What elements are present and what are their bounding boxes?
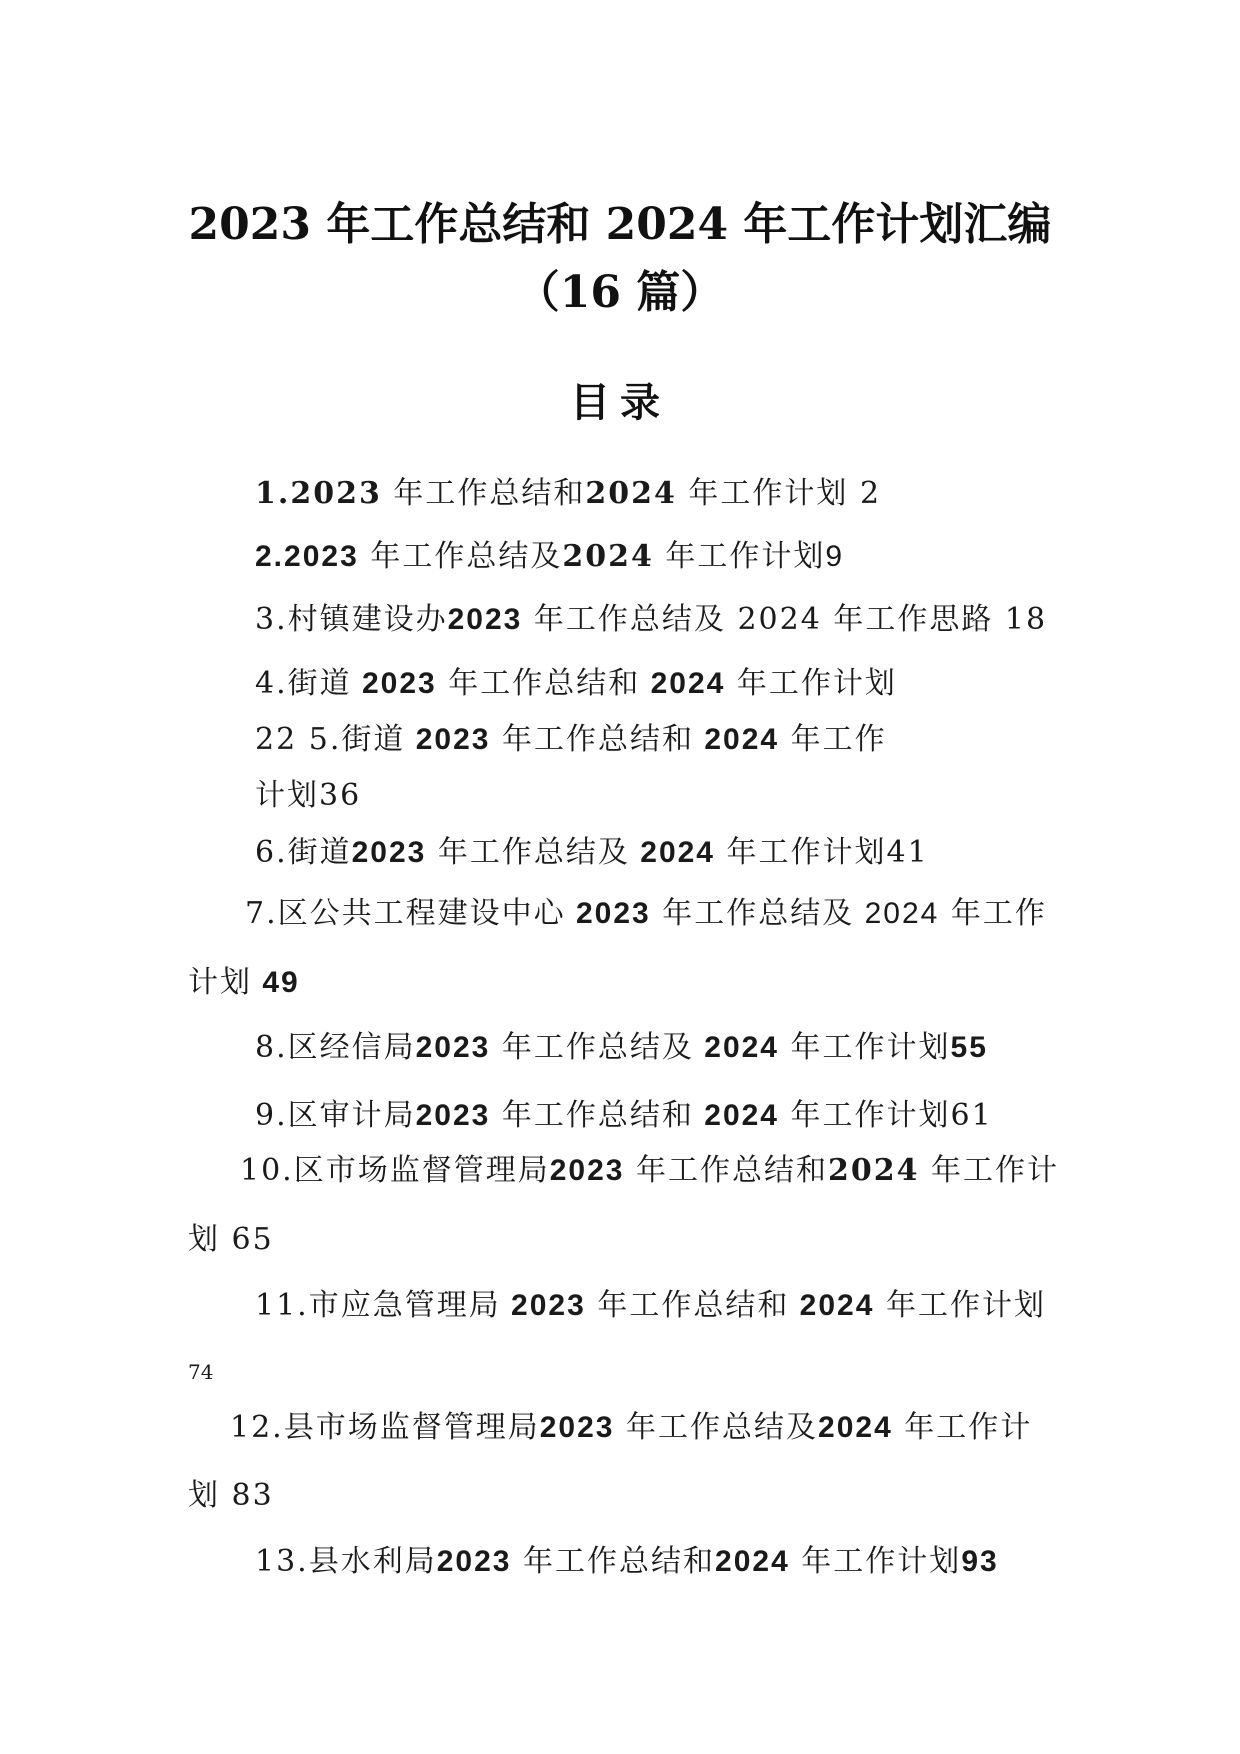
toc-text: 市应急管理局	[308, 1288, 501, 1323]
toc-year: 2023	[415, 1031, 491, 1064]
toc-number: 1.	[255, 476, 291, 511]
toc-page-number: 41	[886, 835, 929, 870]
toc-year: 2023	[284, 540, 359, 573]
toc-entry-12[interactable]	[230, 1408, 1032, 1448]
toc-page-number: 55	[950, 1031, 988, 1064]
toc-text: 划	[188, 1222, 220, 1257]
toc-entry-2[interactable]	[255, 537, 844, 577]
toc-entry-5[interactable]	[255, 720, 887, 760]
toc-year: 2023	[405, 723, 491, 756]
toc-year: 2023	[500, 1289, 586, 1322]
toc-entry-6[interactable]	[255, 833, 929, 873]
toc-entry-3[interactable]	[255, 600, 1047, 640]
toc-year: 2024	[629, 836, 715, 869]
toc-text: 县水利局	[308, 1544, 437, 1579]
toc-number: 6.	[255, 835, 288, 870]
toc-entry-12-continued[interactable]	[188, 1476, 274, 1516]
toc-year: 2023	[565, 897, 651, 930]
toc-text: 街道	[341, 722, 406, 757]
toc-text: 年工作计	[919, 1153, 1060, 1188]
toc-text: 年工作计划	[653, 539, 826, 574]
toc-year: 2024	[562, 539, 654, 574]
toc-year: 2023	[436, 1545, 512, 1578]
toc-year: 2023	[549, 1154, 625, 1187]
toc-page-number: 83	[220, 1478, 274, 1513]
toc-text: 年工作总结及	[358, 539, 563, 574]
toc-number: 5.	[308, 722, 342, 757]
toc-year: 2023	[415, 1099, 491, 1132]
toc-text: 划	[188, 1478, 220, 1513]
toc-page-number: 36	[319, 778, 362, 813]
toc-entry-9[interactable]	[255, 1096, 993, 1136]
toc-text: 计划	[255, 778, 319, 813]
toc-text: 年工作总结及	[522, 602, 726, 637]
toc-number: 7.	[245, 896, 278, 931]
toc-year: 2024	[585, 476, 677, 511]
toc-page-number: 61	[950, 1098, 993, 1133]
toc-entry-5-continued[interactable]	[255, 776, 361, 816]
toc-text: 年工作计划	[676, 476, 849, 511]
toc-text: 年工作总结和	[436, 666, 641, 701]
toc-year: 2024	[725, 602, 822, 637]
toc-text: 年工作总结和	[624, 1153, 829, 1188]
toc-text: 区公共工程建设中心	[277, 896, 566, 931]
toc-text: 年工作总结和	[511, 1544, 716, 1579]
toc-year: 2024	[693, 723, 780, 756]
toc-entry-11[interactable]	[255, 1286, 1046, 1326]
toc-year: 2023	[351, 836, 427, 869]
toc-text: 年工作总结及	[426, 835, 630, 870]
toc-year: 2024	[828, 1153, 920, 1188]
toc-text: 年工作思路	[821, 602, 994, 637]
toc-year: 2024	[640, 667, 726, 700]
toc-number: 4.	[255, 666, 288, 701]
toc-number: 3.	[255, 602, 288, 637]
toc-year: 2023	[290, 476, 382, 511]
toc-number: 2.	[255, 540, 285, 573]
toc-entry-8[interactable]	[255, 1028, 988, 1068]
toc-text: 区审计局	[287, 1098, 416, 1133]
toc-text: 年工作计划	[779, 1098, 951, 1133]
toc-entry-7-continued[interactable]	[188, 963, 300, 1003]
toc-year: 2024	[715, 1545, 790, 1578]
toc-year: 2024	[789, 1289, 875, 1322]
toc-year: 2024	[854, 897, 940, 930]
toc-text: 街道	[287, 835, 352, 870]
toc-text: 街道	[287, 666, 352, 701]
toc-page-number: 18	[993, 602, 1048, 637]
toc-entry-11-continued[interactable]	[188, 1352, 213, 1392]
toc-text: 年工作计划	[874, 1288, 1046, 1323]
toc-page-number: 93	[961, 1545, 999, 1578]
toc-text: 年工作计划	[715, 835, 887, 870]
toc-text: 区市场监督管理局	[293, 1153, 550, 1188]
toc-number: 8.	[255, 1030, 288, 1065]
toc-page-number: 2	[848, 476, 882, 511]
toc-text: 年工作总结和	[490, 722, 694, 757]
toc-entry-13[interactable]	[255, 1542, 999, 1582]
toc-text: 年工作	[939, 896, 1047, 931]
toc-number: 13.	[255, 1544, 309, 1579]
toc-text: 年工作总结和	[585, 1288, 790, 1323]
toc-year: 2024	[818, 1411, 893, 1444]
toc-entry-4[interactable]	[255, 664, 897, 704]
toc-number: 9.	[255, 1098, 288, 1133]
toc-entry-1[interactable]	[255, 474, 881, 514]
toc-entry-10-continued[interactable]	[188, 1220, 274, 1260]
toc-year: 2024	[693, 1099, 779, 1132]
toc-year: 2023	[539, 1411, 615, 1444]
toc-text: 村镇建设办	[287, 602, 448, 637]
toc-text: 区经信局	[287, 1030, 416, 1065]
toc-number: 11.	[255, 1288, 309, 1323]
toc-entry-10[interactable]	[240, 1151, 1059, 1191]
toc-text: 年工作	[779, 722, 887, 757]
toc-page-number: 49	[252, 966, 300, 999]
toc-text: 年工作总结及	[614, 1410, 819, 1445]
toc-entry-7[interactable]	[245, 894, 1047, 934]
toc-text: 年工作总结和	[381, 476, 586, 511]
toc-number: 10.	[240, 1153, 294, 1188]
toc-number: 12.	[230, 1410, 284, 1445]
toc-heading: 目录	[570, 380, 670, 426]
document-subtitle: （16 篇）	[515, 267, 725, 318]
toc-page-number: 22	[255, 722, 298, 757]
toc-text: 县市场监督管理局	[283, 1410, 540, 1445]
toc-text: 年工作计划	[779, 1030, 951, 1065]
toc-text: 年工作总结及	[490, 1030, 694, 1065]
toc-text: 计划	[188, 965, 252, 1000]
toc-page-number: 65	[220, 1222, 274, 1257]
toc-text: 年工作计	[892, 1410, 1033, 1445]
document-title: 2023 年工作总结和 2024 年工作计划汇编	[188, 199, 1052, 250]
toc-year: 2023	[351, 667, 437, 700]
toc-year: 2023	[447, 603, 523, 636]
toc-text: 年工作总结及	[650, 896, 855, 931]
toc-page-number: 74	[188, 1360, 214, 1384]
toc-text: 年工作计划	[725, 666, 897, 701]
toc-text: 年工作总结和	[490, 1098, 694, 1133]
toc-text: 年工作计划	[789, 1544, 962, 1579]
toc-year: 2024	[693, 1031, 779, 1064]
toc-page-number: 9	[825, 540, 845, 573]
